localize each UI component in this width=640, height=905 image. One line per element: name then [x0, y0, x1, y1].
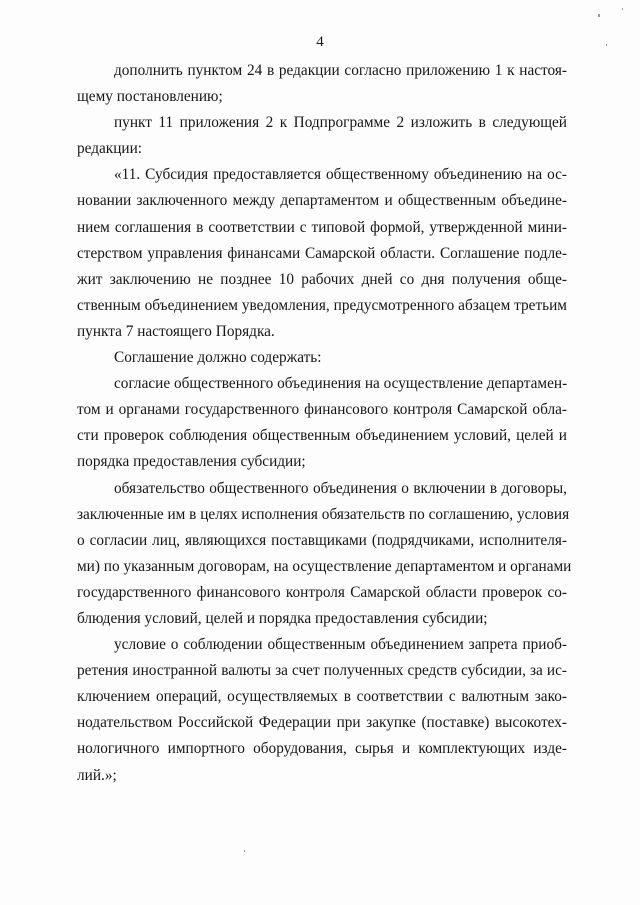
- text-line: порядка предоставления субсидии;: [77, 453, 306, 471]
- scan-speck: [598, 14, 600, 17]
- text-line: ственным объединением уведомления, предусмотренного абзацем третьим: [77, 296, 567, 314]
- text-line: о согласии лиц, являющихся поставщиками (подрядчиками, исполнителя-: [77, 531, 567, 549]
- text-line: Соглашение должно содержать:: [114, 349, 322, 367]
- page-number: 4: [316, 34, 324, 50]
- text-line: ключением операций, осуществляемых в соответствии с валютным зако-: [77, 688, 567, 706]
- text-line: заключенные им в целях исполнения обязательств по соглашению, условия: [77, 505, 570, 523]
- text-line: нологичного импортного оборудования, сырья и комплектующих изде-: [77, 740, 567, 758]
- text-line: обязательство общественного объединения о включении в договоры,: [114, 479, 567, 497]
- text-line: пункта 7 настоящего Порядка.: [77, 322, 275, 340]
- text-line: согласие общественного объединения на осуществление департамен-: [114, 375, 568, 393]
- text-line: пункт 11 приложения 2 к Подпрограмме 2 изложить в следующей: [114, 114, 567, 132]
- text-line: редакции:: [77, 140, 143, 158]
- text-line: нодательством Российской Федерации при закупке (поставке) высокотех-: [77, 714, 567, 732]
- text-line: нием соглашения в соответствии с типовой формой, утвержденной мини-: [77, 218, 567, 236]
- text-line: дополнить пунктом 24 в редакции согласно приложению 1 к настоя-: [114, 62, 567, 79]
- text-line: стерством управления финансами Самарской области. Соглашение подле-: [77, 244, 567, 262]
- scan-speck: [606, 44, 607, 46]
- text-line: жит заключению не позднее 10 рабочих дней со дня получения обще-: [77, 270, 567, 288]
- text-line: сти проверок соблюдения общественным объединением условий, целей и: [77, 427, 567, 445]
- text-line: государственного финансового контроля Самарской области проверок со-: [77, 583, 567, 601]
- text-line: блюдения условий, целей и порядка предоставления субсидии;: [77, 609, 488, 627]
- text-line: новании заключенного между департаментом и общественным объедине-: [77, 192, 567, 210]
- text-line: «11. Субсидия предоставляется общественному объединению на ос-: [114, 166, 567, 184]
- text-line: щему постановлению;: [77, 88, 223, 106]
- scan-speck: [244, 850, 245, 852]
- scan-speck: [622, 8, 623, 10]
- text-line: ретения иностранной валюты за счет полученных средств субсидии, за ис-: [77, 662, 567, 680]
- body-text: [77, 58, 572, 789]
- text-line: условие о соблюдении общественным объединением запрета приоб-: [114, 636, 567, 654]
- text-line: том и органами государственного финансового контроля Самарской обла-: [77, 401, 567, 419]
- text-line: лий.»;: [77, 766, 117, 784]
- text-line: ми) по указанным договорам, на осуществление департаментом и органами: [77, 557, 572, 575]
